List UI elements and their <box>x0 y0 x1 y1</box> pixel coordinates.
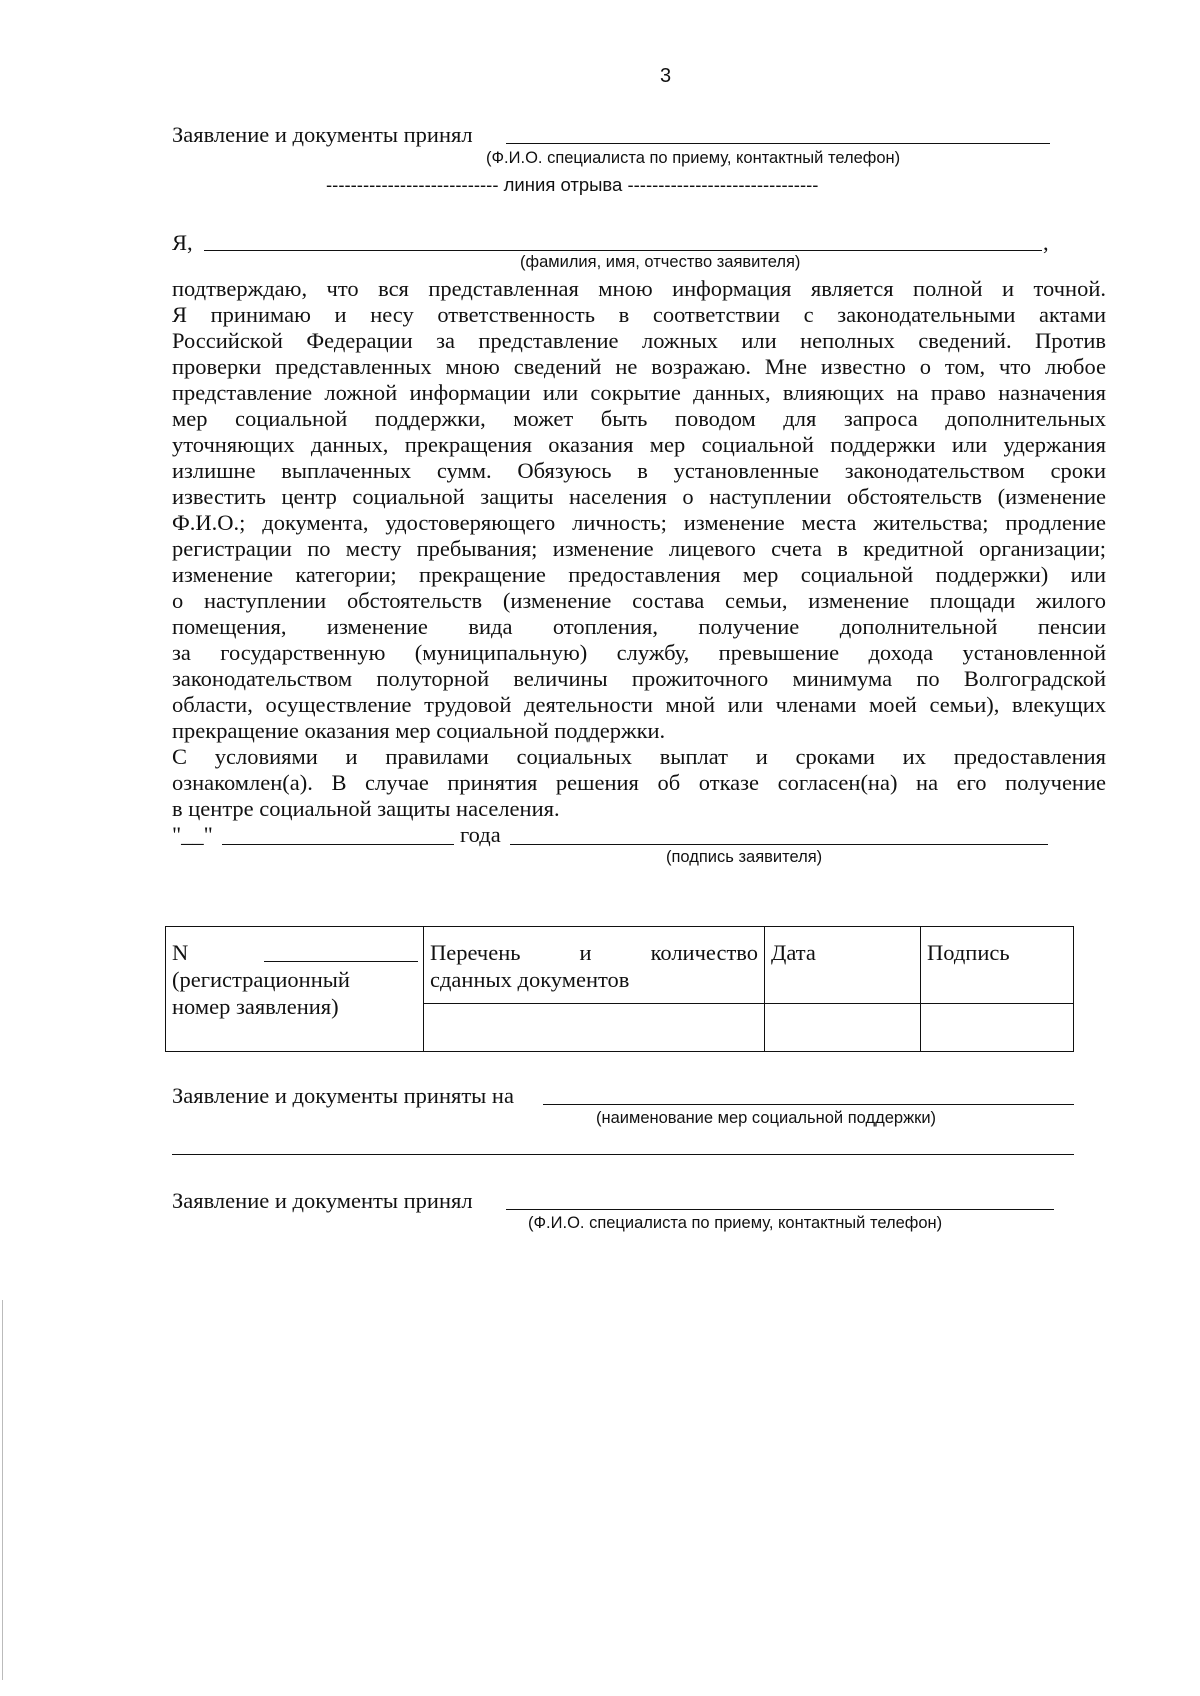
declaration-line: известить центр социальной защиты населения о наступлении обстоятельств (изменение <box>172 484 1106 509</box>
declaration-line: Российской Федерации за представление ложных или неполных сведений. Против <box>172 328 1106 353</box>
declaration-line: о наступлении обстоятельств (изменение состава семьи, изменение площади жилого <box>172 588 1106 613</box>
documents-header-word: количество <box>650 940 758 965</box>
documents-header-word: Перечень <box>430 940 521 965</box>
applicant-trailing-comma: , <box>1043 230 1049 255</box>
declaration-line: области, осуществление трудовой деятельности мной или членами моей семьи), влекущих <box>172 692 1106 717</box>
registration-table <box>165 926 1074 1052</box>
applicant-caption: (фамилия, имя, отчество заявителя) <box>520 253 801 271</box>
accepted-by-field[interactable] <box>506 143 1050 144</box>
signature-value-cell[interactable] <box>921 1003 1074 1051</box>
conditions-line: С условиями и правилами социальных выплат и сроками их предоставления <box>172 744 1106 769</box>
declaration-line: мер социальной поддержки, может быть поводом для запроса дополнительных <box>172 406 1106 431</box>
declaration-line: Я принимаю и несу ответственность в соответствии с законодательными актами <box>172 302 1106 327</box>
declaration-line: подтверждаю, что вся представленная мною информация является полной и точной. <box>172 276 1106 301</box>
applicant-name-field[interactable] <box>204 250 1042 251</box>
signature-header: Подпись <box>927 940 1010 965</box>
date-header-cell <box>765 927 921 1004</box>
date-header: Дата <box>771 940 816 965</box>
applicant-prefix: Я, <box>172 230 193 255</box>
date-value-cell[interactable] <box>765 1003 921 1051</box>
accepted-by-caption: (Ф.И.О. специалиста по приему, контактный телефон) <box>486 149 901 167</box>
tear-line: ---------------------------- линия отрыва ------------------------------- <box>326 174 819 195</box>
declaration-line: излишне выплаченных сумм. Обязуюсь в установленные законодательством сроки <box>172 458 1106 483</box>
documents-header-cell <box>424 927 765 1004</box>
reg-number-field[interactable] <box>264 961 418 962</box>
accepted-for-caption: (наименование мер социальной поддержки) <box>596 1109 937 1127</box>
documents-value-cell[interactable] <box>424 1003 765 1051</box>
reg-number-label: N <box>172 940 189 965</box>
declaration-line: регистрации по месту пребывания; изменение лицевого счета в кредитной организации; <box>172 536 1106 561</box>
declaration-line: проверки представленных мною сведений не возражаю. Мне известно о том, что любое <box>172 354 1106 379</box>
page-number: 3 <box>660 65 672 87</box>
signature-header-cell <box>921 927 1074 1004</box>
accepted-by-label: Заявление и документы принял <box>172 122 473 147</box>
applicant-signature-field[interactable] <box>510 844 1048 845</box>
declaration-line: за государственную (муниципальную) службу, превышение дохода установленной <box>172 640 1106 665</box>
declaration-line: законодательством полуторной величины прожиточного минимума по Волгоградской <box>172 666 1106 691</box>
reg-number-caption: номер заявления) <box>172 994 339 1019</box>
declaration-line: Ф.И.О.; документа, удостоверяющего личность; изменение места жительства; продление <box>172 510 1106 535</box>
declaration-line: уточняющих данных, прекращения оказания мер социальной поддержки или удержания <box>172 432 1106 457</box>
documents-header-word: и <box>579 940 592 965</box>
declaration-line: представление ложной информации или сокрытие данных, влияющих на право назначения <box>172 380 1106 405</box>
conditions-line: ознакомлен(а). В случае принятия решения об отказе согласен(на) на его получение <box>172 770 1106 795</box>
declaration-line: помещения, изменение вида отопления, получение дополнительной пенсии <box>172 614 1106 639</box>
date-day-quotes: "__" <box>172 822 213 847</box>
declaration-line: изменение категории; прекращение предоставления мер социальной поддержки) или <box>172 562 1106 587</box>
declaration-last-line: прекращение оказания мер социальной поддержки. <box>172 718 666 743</box>
signature-caption: (подпись заявителя) <box>666 848 823 866</box>
reg-number-cell <box>166 927 424 1052</box>
documents-header-line2: сданных документов <box>430 967 630 992</box>
accepted-for-label: Заявление и документы приняты на <box>172 1083 514 1108</box>
accepted-for-extra-line[interactable] <box>172 1154 1074 1155</box>
accepted-by-caption-bottom: (Ф.И.О. специалиста по приему, контактный телефон) <box>528 1214 943 1232</box>
accepted-by-label-bottom: Заявление и документы принял <box>172 1188 473 1213</box>
scan-edge-mark <box>2 1300 3 1680</box>
date-year-word: года <box>460 822 501 847</box>
conditions-last-line: в центре социальной защиты населения. <box>172 796 560 821</box>
date-month-field[interactable] <box>222 844 454 845</box>
reg-number-caption: (регистрационный <box>172 967 350 992</box>
accepted-for-field[interactable] <box>543 1104 1074 1105</box>
accepted-by-field-bottom[interactable] <box>506 1209 1054 1210</box>
